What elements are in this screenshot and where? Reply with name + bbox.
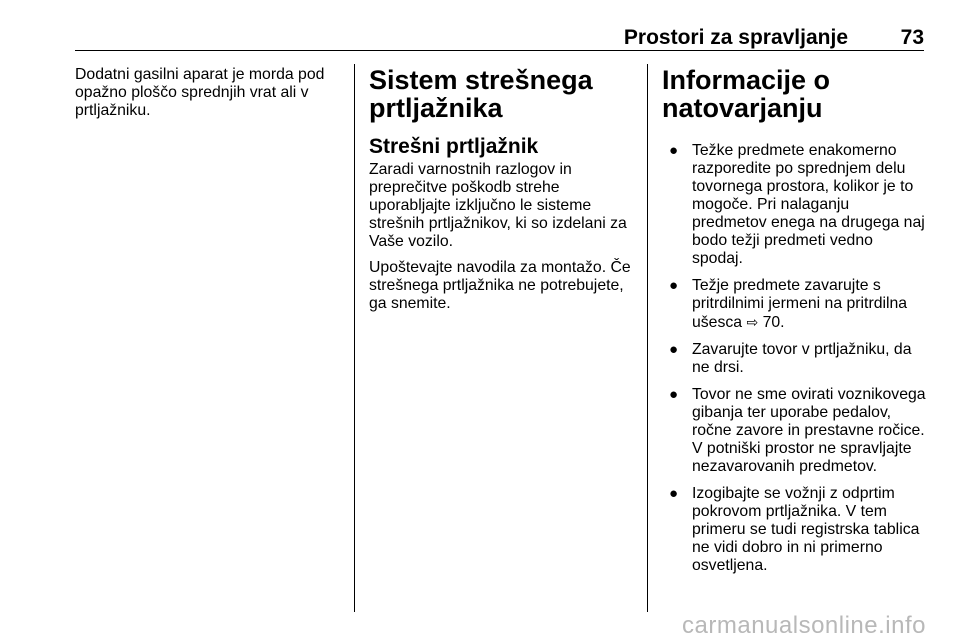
- extinguisher-paragraph: Dodatni gasilni aparat je morda pod opažno ploščo sprednjih vrat ali v prtljažniku.: [75, 66, 325, 119]
- bullet-icon: ●: [669, 142, 679, 159]
- page-reference-link[interactable]: 70.: [762, 314, 785, 331]
- list-item-text: Zavarujte tovor v prtljažniku, da ne drsi.: [692, 341, 912, 376]
- list-item: [662, 277, 927, 332]
- column-3: [662, 66, 927, 584]
- list-item-text: Tovor ne sme ovirati voznikovega gibanja ter uporabe pedalov, ročne zavore in prestavne ročice. V potniški prostor ne spravljajte nezavarovanih predmetov.: [692, 386, 926, 475]
- column-divider-2: [647, 64, 648, 612]
- loading-tips-list: [662, 142, 927, 575]
- bullet-icon: ●: [669, 341, 679, 358]
- subsection-heading-roof-rack: Strešni prtljažnik: [369, 135, 539, 158]
- section-heading-roof-rack-system: Sistem strešnega prtljažnika: [369, 65, 593, 123]
- list-item: [662, 341, 927, 377]
- column-2: [369, 66, 639, 321]
- list-item: [662, 386, 927, 476]
- header-divider: [75, 50, 924, 51]
- page-number: 73: [900, 26, 924, 49]
- list-item: [662, 485, 927, 575]
- watermark: carmanualsonline.info: [682, 612, 926, 639]
- list-item-text: Izogibajte se vožnji z odprtim pokrovom prtljažnika. V tem primeru se tudi registrska tablica ne vidi dobro in ni primerno osvetljena.: [692, 485, 920, 574]
- column-divider-1: [354, 64, 355, 612]
- list-item: [662, 142, 927, 268]
- list-item-text: Težke predmete enakomerno razporedite po sprednjem delu tovornega prostora, kolikor je to mogoče. Pri nalaganju predmetov enega na drugega naj bodo težji predmeti vedno spodaj.: [692, 142, 925, 267]
- roof-rack-paragraph-1: Zaradi varnostnih razlogov in preprečitve poškodb strehe uporabljajte izključno le sisteme strešnih prtljažnikov, ki so izdelani za Vaše vozilo.: [369, 161, 627, 250]
- roof-rack-paragraph-2: Upoštevajte navodila za montažo. Če strešnega prtljažnika ne potrebujete, ga snemite.: [369, 259, 631, 312]
- section-heading-loading-information: Informacije o natovarjanju: [662, 65, 831, 123]
- page-header-title: Prostori za spravljanje: [623, 26, 848, 49]
- bullet-icon: ●: [669, 485, 679, 502]
- list-item-text: Težje predmete zavarujte s pritrdilnimi jermeni na pritrdilna ušesca: [692, 277, 908, 331]
- bullet-icon: ●: [669, 277, 679, 294]
- bullet-icon: ●: [669, 386, 679, 403]
- column-1: [75, 66, 343, 128]
- page-reference-icon: ⇨: [746, 314, 759, 330]
